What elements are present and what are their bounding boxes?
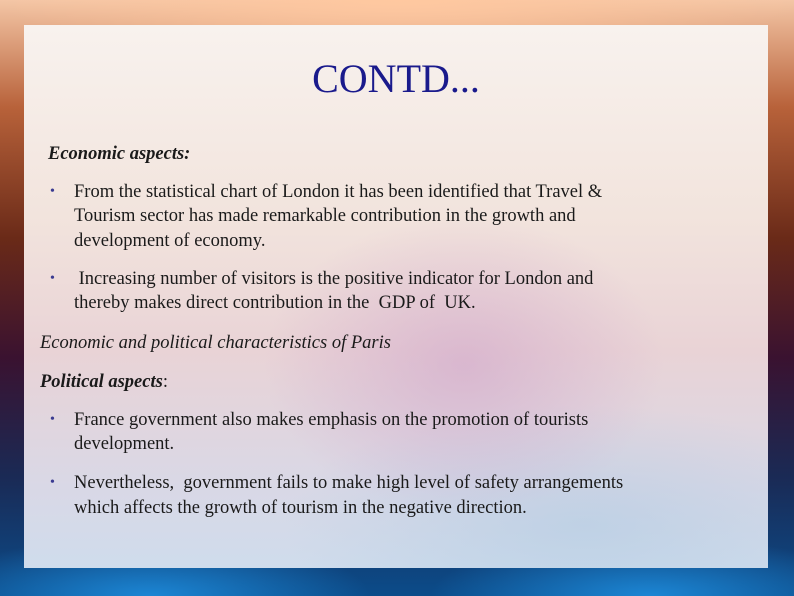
political-bullet-2-line-1: Nevertheless, government fails to make high level of safety arrangements	[74, 473, 624, 493]
economic-bullet-1-line-1: From the statistical chart of London it has been identified that Travel &	[74, 182, 603, 202]
political-bullet-1-line-2: development.	[74, 434, 175, 454]
paris-characteristics-heading: Economic and political characteristics of Paris	[40, 333, 391, 353]
political-bullet-1-line-1: France government also makes emphasis on the promotion of tourists	[74, 410, 589, 430]
bullet-marker: •	[50, 271, 55, 286]
bullet-marker: •	[50, 412, 55, 427]
political-aspects-label: Political aspects	[40, 372, 163, 392]
slide-title: CONTD...	[312, 56, 480, 101]
bullet-marker: •	[50, 475, 55, 490]
bullet-marker: •	[50, 184, 55, 199]
economic-bullet-1-line-2: Tourism sector has made remarkable contribution in the growth and	[74, 206, 576, 226]
economic-bullet-2-line-1: Increasing number of visitors is the positive indicator for London and	[74, 269, 594, 289]
political-bullet-2-line-2: which affects the growth of tourism in the negative direction.	[74, 498, 527, 518]
economic-bullet-1-line-3: development of economy.	[74, 231, 266, 251]
economic-aspects-heading: Economic aspects:	[48, 144, 191, 164]
economic-bullet-2-line-2: thereby makes direct contribution in the GDP of UK.	[74, 293, 476, 313]
political-aspects-heading	[40, 370, 168, 394]
slide-content	[24, 25, 768, 568]
political-aspects-colon: :	[162, 372, 168, 392]
slide-panel	[24, 25, 768, 568]
